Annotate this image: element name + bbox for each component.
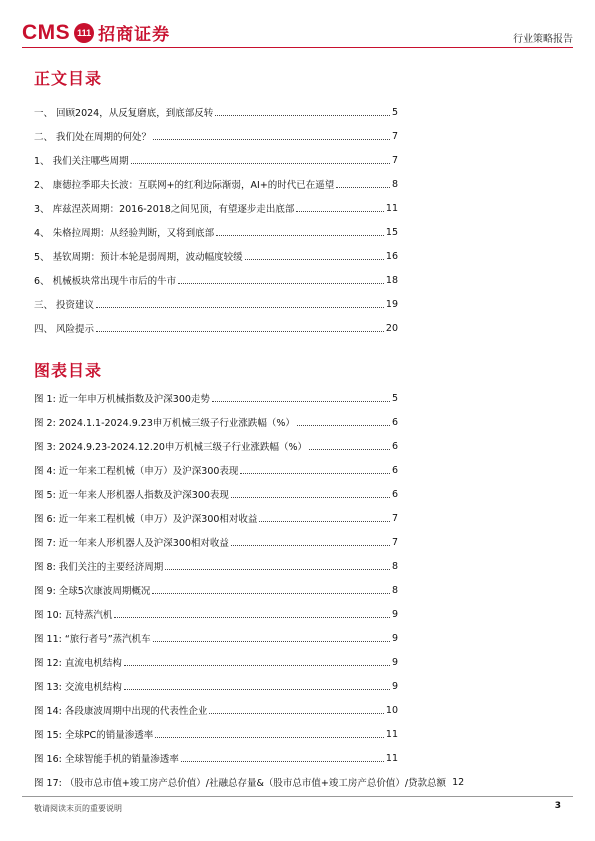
dot-leader (155, 737, 384, 738)
figure-entry-page: 6 (391, 488, 398, 500)
dot-leader (259, 521, 390, 522)
toc-entry-label: 6、 机械板块常出现牛市后的牛市 (34, 276, 177, 287)
figure-entry-page: 8 (391, 584, 398, 596)
figure-entry-label: 图 14: 各段康波周期中出现的代表性企业 (34, 706, 208, 717)
toc-entry-label: 四、 风险提示 (34, 324, 95, 335)
dot-leader (309, 449, 390, 450)
toc-entry-label: 3、 库兹涅茨周期：2016-2018之间见顶，有望逐步走出底部 (34, 204, 295, 215)
dot-leader (231, 545, 390, 546)
figure-entry-page: 9 (391, 656, 398, 668)
figure-entry-label: 图 11: “旅行者号”蒸汽机车 (34, 634, 151, 645)
logo-text: CMS (22, 20, 71, 44)
cms-logo (22, 20, 170, 45)
dot-leader (216, 235, 384, 236)
figure-entry-page: 6 (391, 416, 398, 428)
dot-leader (131, 163, 390, 164)
toc-entry[interactable] (34, 124, 398, 148)
figure-entry[interactable] (34, 674, 398, 698)
dot-leader (240, 473, 390, 474)
logo-badge-icon: 111 (74, 23, 94, 43)
dot-leader (96, 331, 384, 332)
document-type: 行业策略报告 (513, 34, 573, 45)
dot-leader (153, 641, 390, 642)
figure-entry-label: 图 17: （股市总市值+竣工房产总价值）/社融总存量&（股市总市值+竣工房产总价值）/贷款总额 (34, 778, 447, 789)
dot-leader (165, 569, 390, 570)
toc-entry-page: 5 (391, 106, 398, 118)
figure-entry-label: 图 9: 全球5次康波周期概况 (34, 586, 151, 597)
figure-entry-label: 图 12: 直流电机结构 (34, 658, 122, 669)
dot-leader (297, 425, 390, 426)
figure-entry[interactable] (34, 626, 398, 650)
toc-entry-page: 15 (385, 226, 398, 238)
figure-entry-label: 图 3: 2024.9.23-2024.12.20申万机械三级子行业涨跌幅（%） (34, 442, 307, 453)
logo-chinese-name: 招商证券 (98, 25, 171, 45)
figure-entry-label: 图 2: 2024.1.1-2024.9.23申万机械三级子行业涨跌幅（%） (34, 418, 295, 429)
dot-leader (212, 401, 390, 402)
figure-entry-page: 6 (391, 464, 398, 476)
figure-entry-label: 图 10: 瓦特蒸汽机 (34, 610, 113, 621)
figure-entry[interactable] (34, 602, 398, 626)
toc-entry[interactable] (34, 100, 398, 124)
dot-leader (153, 139, 390, 140)
figure-entry-label: 图 13: 交流电机结构 (34, 682, 122, 693)
figure-entry-label: 图 15: 全球PC的销量渗透率 (34, 730, 154, 741)
toc-entry-label: 一、 回顾2024，从反复磨底，到底部反转 (34, 108, 214, 119)
figure-entry-label: 图 6: 近一年来工程机械（申万）及沪深300相对收益 (34, 514, 258, 525)
figures-title: 图表目录 (34, 361, 103, 380)
toc-entry[interactable] (34, 316, 398, 340)
page-number: 3 (554, 801, 561, 811)
figure-entry-label: 图 16: 全球智能手机的销量渗透率 (34, 754, 179, 765)
toc-entry-page: 18 (385, 274, 398, 286)
dot-leader (245, 259, 384, 260)
dot-leader (215, 115, 390, 116)
figure-entry[interactable] (34, 458, 398, 482)
toc-entry-page: 7 (391, 154, 398, 166)
figure-entry-page: 8 (391, 560, 398, 572)
figure-entry[interactable] (34, 482, 398, 506)
figure-entry-page: 7 (391, 512, 398, 524)
footer-divider (22, 796, 573, 797)
toc-entry-page: 19 (385, 298, 398, 310)
figure-entry[interactable] (34, 506, 398, 530)
figure-entry[interactable] (34, 746, 398, 770)
toc-entry-label: 2、 康德拉季耶夫长波：互联网+的红利边际渐弱，AI+的时代已在遥望 (34, 180, 335, 191)
toc-entry[interactable] (34, 220, 398, 244)
dot-leader (152, 593, 390, 594)
toc-entry-page: 7 (391, 130, 398, 142)
toc-title: 正文目录 (34, 69, 103, 88)
toc-entry-page: 11 (385, 202, 398, 214)
dot-leader (296, 211, 384, 212)
page-header (22, 16, 573, 50)
figure-entry[interactable] (34, 698, 398, 722)
figure-entry[interactable] (34, 434, 398, 458)
toc-entry[interactable] (34, 244, 398, 268)
figure-entry[interactable] (34, 554, 398, 578)
figure-entry-label: 图 5: 近一年来人形机器人指数及沪深300表现 (34, 490, 229, 501)
figure-entry-page: 9 (391, 680, 398, 692)
dot-leader (114, 617, 390, 618)
figure-entry-page: 7 (391, 536, 398, 548)
dot-leader (124, 665, 390, 666)
figure-entry-page: 6 (391, 440, 398, 452)
toc-entry-page: 20 (385, 322, 398, 334)
figures-list (34, 386, 465, 794)
figure-entry[interactable] (34, 410, 398, 434)
toc-entry[interactable] (34, 292, 398, 316)
figure-entry[interactable] (34, 770, 465, 794)
dot-leader (231, 497, 390, 498)
toc-entry-label: 4、 朱格拉周期：从经验判断，又将到底部 (34, 228, 215, 239)
dot-leader (96, 307, 384, 308)
dot-leader (124, 689, 390, 690)
toc-list (34, 100, 398, 340)
figure-entry-page: 9 (391, 608, 398, 620)
figure-entry[interactable] (34, 650, 398, 674)
figure-entry-label: 图 8: 我们关注的主要经济周期 (34, 562, 164, 573)
figure-entry-page: 5 (391, 392, 398, 404)
toc-entry-page: 8 (391, 178, 398, 190)
toc-entry-label: 三、 投资建议 (34, 300, 95, 311)
figure-entry[interactable] (34, 530, 398, 554)
figure-entry[interactable] (34, 386, 398, 410)
figure-entry-page: 10 (385, 704, 398, 716)
dot-leader (209, 713, 384, 714)
toc-entry[interactable] (34, 196, 398, 220)
toc-entry-page: 16 (385, 250, 398, 262)
figure-entry-page: 11 (385, 752, 398, 764)
dot-leader (181, 761, 384, 762)
toc-entry[interactable] (34, 148, 398, 172)
figure-entry-page: 12 (452, 776, 465, 788)
toc-entry[interactable] (34, 172, 398, 196)
dot-leader (178, 283, 384, 284)
figure-entry-label: 图 1: 近一年申万机械指数及沪深300走势 (34, 394, 210, 405)
toc-entry-label: 1、 我们关注哪些周期 (34, 156, 129, 167)
figure-entry-label: 图 4: 近一年来工程机械（申万）及沪深300表现 (34, 466, 239, 477)
header-divider (22, 47, 573, 48)
dot-leader (336, 187, 390, 188)
figure-entry-page: 9 (391, 632, 398, 644)
toc-entry-label: 二、 我们处在周期的何处？ (34, 132, 152, 143)
footer-disclaimer: 敬请阅读末页的重要说明 (34, 804, 122, 813)
figure-entry[interactable] (34, 578, 398, 602)
toc-entry-label: 5、 基钦周期：预计本轮是弱周期，波动幅度较缓 (34, 252, 243, 263)
figure-entry-label: 图 7: 近一年来人形机器人及沪深300相对收益 (34, 538, 229, 549)
figure-entry-page: 11 (385, 728, 398, 740)
toc-entry[interactable] (34, 268, 398, 292)
figure-entry[interactable] (34, 722, 398, 746)
